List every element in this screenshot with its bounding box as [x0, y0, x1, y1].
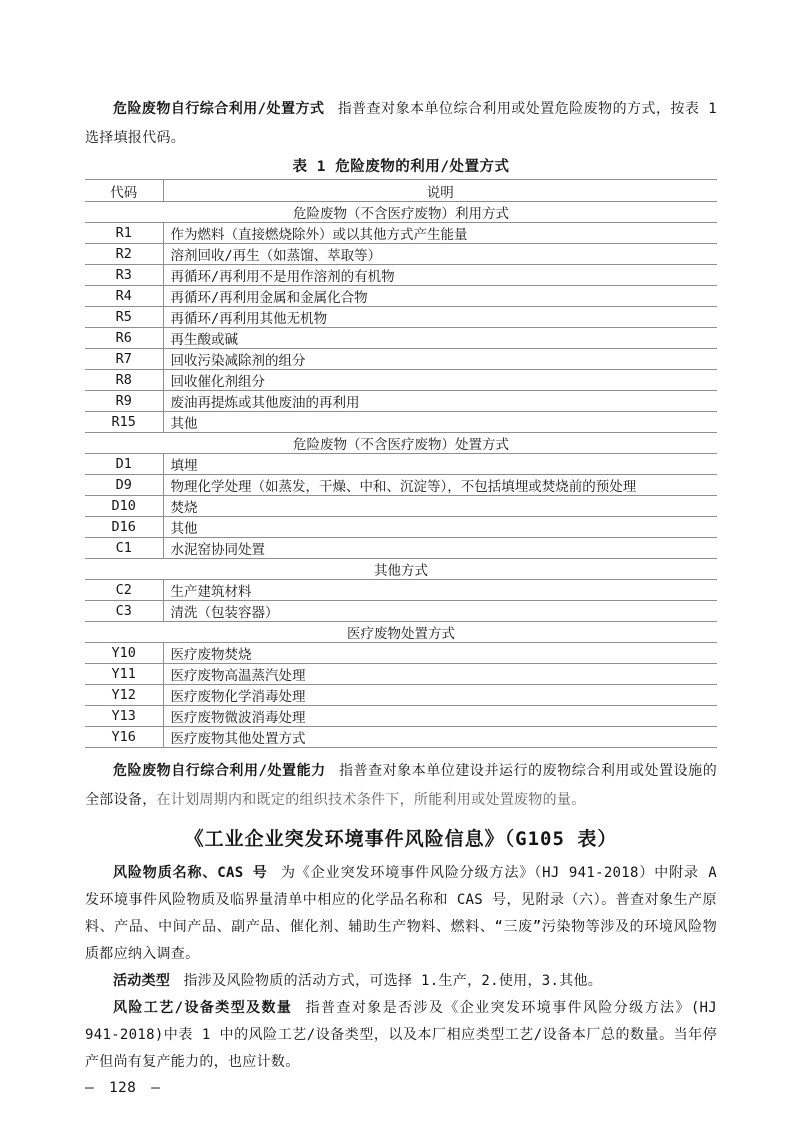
- header-code: 代码: [85, 180, 163, 202]
- code-cell: C1: [85, 538, 163, 559]
- code-cell: Y10: [85, 643, 163, 664]
- description-cell: 焚烧: [163, 496, 717, 517]
- description-cell: 回收催化剂组分: [163, 370, 717, 391]
- description-cell: 废油再提炼或其他废油的再利用: [163, 391, 717, 412]
- code-cell: R8: [85, 370, 163, 391]
- table-section-row: [85, 622, 717, 643]
- table-row: [85, 706, 717, 727]
- table-row: [85, 685, 717, 706]
- table-section-row: [85, 433, 717, 454]
- table-row: [85, 370, 717, 391]
- term-risk-substance: 风险物质名称、CAS 号: [113, 865, 268, 881]
- paragraph-text-light: 在计划周期内和既定的组织技术条件下，所能利用或处置废物的量。: [156, 792, 586, 808]
- description-cell: 其他: [163, 517, 717, 538]
- description-cell: 溶剂回收/再生（如蒸馏、萃取等）: [163, 244, 717, 265]
- code-cell: R9: [85, 391, 163, 412]
- code-cell: R1: [85, 223, 163, 244]
- table-row: [85, 538, 717, 559]
- description-cell: 清洗（包装容器）: [163, 601, 717, 622]
- code-cell: Y13: [85, 706, 163, 727]
- table-row: [85, 412, 717, 433]
- term-disposal-method: 危险废物自行综合利用/处置方式: [113, 101, 325, 117]
- table-row: [85, 307, 717, 328]
- header-description: 说明: [163, 180, 717, 202]
- description-cell: 回收污染减除剂的组分: [163, 349, 717, 370]
- description-cell: 医疗废物高温蒸汽处理: [163, 664, 717, 685]
- table-row: [85, 601, 717, 622]
- term-disposal-capacity: 危险废物自行综合利用/处置能力: [113, 763, 326, 779]
- term-activity-type: 活动类型: [113, 973, 171, 989]
- paragraph-disposal-method: [85, 95, 717, 153]
- footer-left-dash: —: [85, 1080, 95, 1096]
- description-cell: 再循环/再利用其他无机物: [163, 307, 717, 328]
- disposal-code-table: [85, 179, 717, 748]
- table-row: [85, 223, 717, 244]
- description-cell: 作为燃料（直接燃烧除外）或以其他方式产生能量: [163, 223, 717, 244]
- code-cell: R3: [85, 265, 163, 286]
- paragraph-risk-process: [85, 995, 717, 1076]
- section-label: 危险废物（不含医疗废物）利用方式: [85, 202, 717, 223]
- code-cell: D9: [85, 475, 163, 496]
- table-row: [85, 580, 717, 601]
- table-row: [85, 643, 717, 664]
- paragraph-text: 指普查对象是否涉及《企业突发环境事件风险分级方法》(HJ 941-2018)中表 1 中的风险工艺/设备类型，以及本厂相应类型工艺/设备本厂总的数量。当年停产但尚有复产能力的，也应计数。: [85, 1000, 718, 1070]
- code-cell: D16: [85, 517, 163, 538]
- table-row: [85, 496, 717, 517]
- code-cell: R2: [85, 244, 163, 265]
- description-cell: 医疗废物化学消毒处理: [163, 685, 717, 706]
- description-cell: 生产建筑材料: [163, 580, 717, 601]
- paragraph-text: 指涉及风险物质的活动方式，可选择 1.生产，2.使用，3.其他。: [183, 973, 603, 989]
- description-cell: 医疗废物焚烧: [163, 643, 717, 664]
- code-cell: Y16: [85, 727, 163, 748]
- paragraph-risk-substance: [85, 860, 717, 968]
- code-cell: D1: [85, 454, 163, 475]
- table-row: [85, 328, 717, 349]
- description-cell: 医疗废物其他处置方式: [163, 727, 717, 748]
- table-header-row: [85, 180, 717, 202]
- description-cell: 其他: [163, 412, 717, 433]
- footer-right-dash: —: [151, 1080, 161, 1096]
- code-cell: Y11: [85, 664, 163, 685]
- section-heading-g105: 《工业企业突发环境事件风险信息》（G105 表）: [184, 828, 618, 850]
- page-number: 128: [109, 1080, 137, 1096]
- table-row: [85, 349, 717, 370]
- code-cell: R4: [85, 286, 163, 307]
- section-label: 危险废物（不含医疗废物）处置方式: [85, 433, 717, 454]
- code-cell: Y12: [85, 685, 163, 706]
- code-cell: C3: [85, 601, 163, 622]
- table-row: [85, 454, 717, 475]
- table-section-row: [85, 559, 717, 580]
- description-cell: 填埋: [163, 454, 717, 475]
- table-title: 表 1 危险废物的利用/处置方式: [292, 159, 510, 175]
- code-cell: D10: [85, 496, 163, 517]
- description-cell: 医疗废物微波消毒处理: [163, 706, 717, 727]
- table-row: [85, 286, 717, 307]
- table-row: [85, 727, 717, 748]
- code-cell: R6: [85, 328, 163, 349]
- term-risk-process: 风险工艺/设备类型及数量: [113, 1000, 293, 1016]
- page-footer: [85, 1078, 717, 1098]
- paragraph-text: 为《企业突发环境事件风险分级方法》（HJ 941-2018）中附录 A 发环境事件风险物质及临界量清单中相应的化学品名称和 CAS 号，见附录（六）。普查对象生产原料、产品、中间产品、副产品、催化剂、辅助生产物料、燃料、“三废”污染物等涉及的环境风险物质都应纳入调查。: [85, 865, 717, 962]
- description-cell: 水泥窑协同处置: [163, 538, 717, 559]
- code-cell: R7: [85, 349, 163, 370]
- code-cell: R5: [85, 307, 163, 328]
- code-cell: C2: [85, 580, 163, 601]
- table-row: [85, 391, 717, 412]
- table-row: [85, 664, 717, 685]
- table-row: [85, 244, 717, 265]
- code-cell: R15: [85, 412, 163, 433]
- description-cell: 物理化学处理（如蒸发，干燥、中和、沉淀等），不包括填埋或焚烧前的预处理: [163, 475, 717, 496]
- section-label: 其他方式: [85, 559, 717, 580]
- paragraph-text: 指普查对象本单位建设并运行的废物综合利用或处置设施的全部设备，: [85, 763, 717, 808]
- description-cell: 再循环/再利用不是用作溶剂的有机物: [163, 265, 717, 286]
- paragraph-activity-type: [85, 968, 717, 995]
- section-label: 医疗废物处置方式: [85, 622, 717, 643]
- table-row: [85, 475, 717, 496]
- description-cell: 再生酸或碱: [163, 328, 717, 349]
- description-cell: 再循环/再利用金属和金属化合物: [163, 286, 717, 307]
- paragraph-disposal-capacity: [85, 757, 717, 815]
- paragraph-text: 指普查对象本单位综合利用或处置危险废物的方式，按表 1 选择填报代码。: [85, 101, 717, 146]
- table-row: [85, 265, 717, 286]
- table-section-row: [85, 202, 717, 223]
- table-row: [85, 517, 717, 538]
